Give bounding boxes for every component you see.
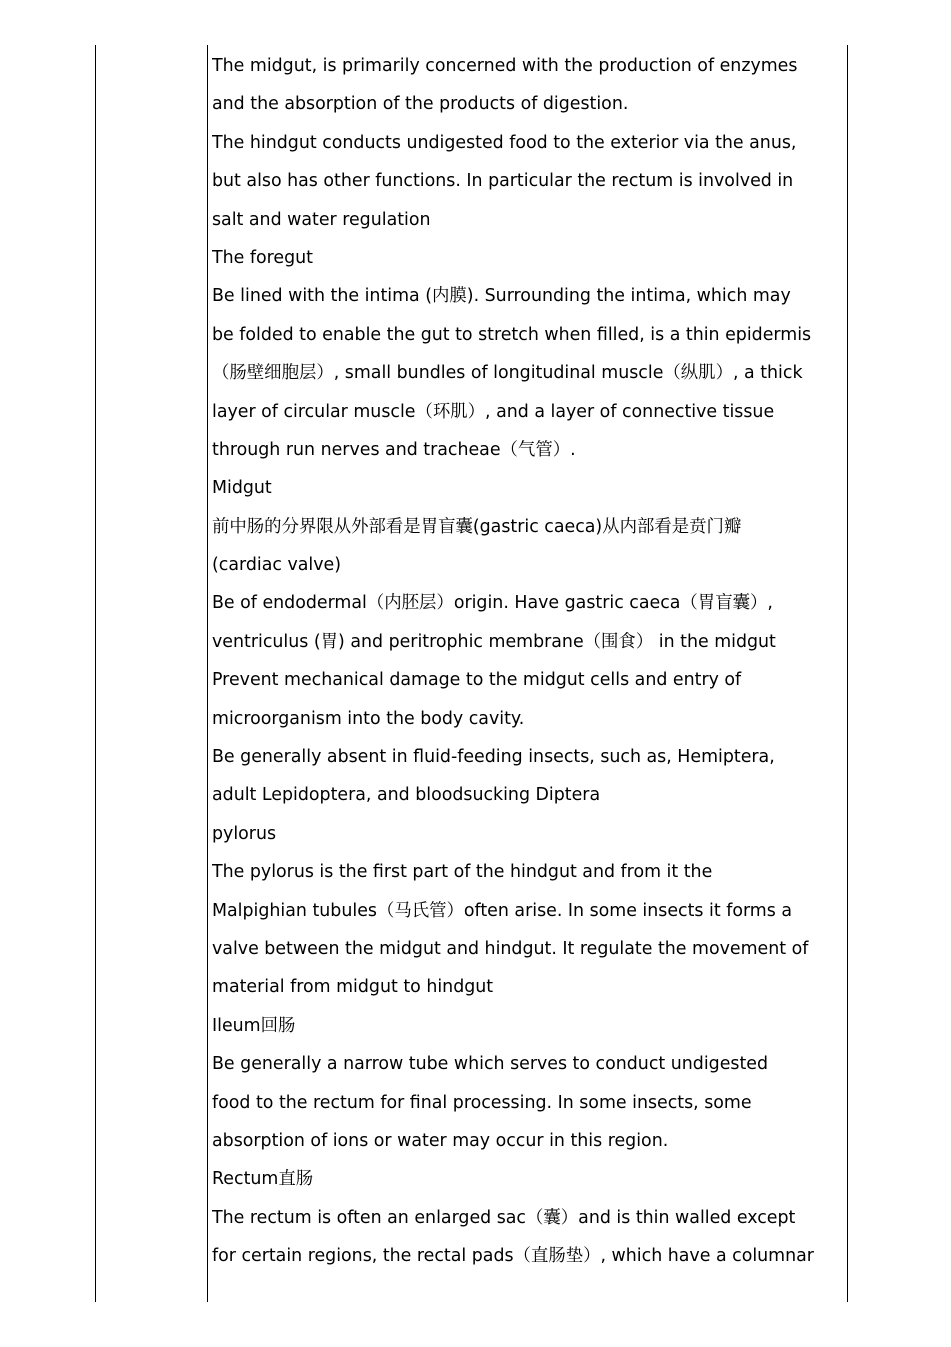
text-line: layer of circular muscle（环肌）, and a layer of connective tissue: [212, 401, 775, 422]
text-line: Prevent mechanical damage to the midgut cells and entry of: [212, 670, 742, 691]
text-line: microorganism into the body cavity.: [212, 708, 525, 729]
text-line: food to the rectum for final processing. In some insects, some: [212, 1092, 752, 1113]
text-line: for certain regions, the rectal pads（直肠垫）, which have a columnar: [212, 1246, 814, 1267]
text-line: Be lined with the intima (内膜). Surrounding the intima, which may: [212, 286, 791, 307]
text-line: absorption of ions or water may occur in this region.: [212, 1130, 669, 1151]
text-line: The hindgut conducts undigested food to the exterior via the anus,: [212, 132, 797, 153]
text-line: (cardiac valve): [212, 555, 342, 576]
document-text-cell: [212, 47, 844, 1276]
text-line: Be of endodermal（内胚层）origin. Have gastric caeca（胃盲囊）,: [212, 593, 773, 614]
text-line: Malpighian tubules（马氏管）often arise. In some insects it forms a: [212, 900, 792, 921]
text-line: ventriculus (胃) and peritrophic membrane（围食） in the midgut: [212, 631, 776, 652]
section-heading-foregut: The foregut: [212, 247, 313, 268]
text-line: and the absorption of the products of digestion.: [212, 94, 629, 115]
text-line: The rectum is often an enlarged sac（囊）and is thin walled except: [212, 1207, 796, 1228]
section-heading-rectum: Rectum直肠: [212, 1169, 314, 1190]
text-line: material from midgut to hindgut: [212, 977, 494, 998]
text-line: The pylorus is the first part of the hindgut and from it the: [212, 862, 713, 883]
text-line: through run nerves and tracheae（气管）.: [212, 439, 576, 460]
section-heading-ileum: Ileum回肠: [212, 1015, 296, 1036]
text-line: adult Lepidoptera, and bloodsucking Diptera: [212, 785, 601, 806]
text-line: The midgut, is primarily concerned with the production of enzymes: [212, 56, 798, 76]
text-line: valve between the midgut and hindgut. It regulate the movement of: [212, 938, 809, 959]
section-heading-midgut: Midgut: [212, 478, 272, 499]
table-right-border: [847, 45, 848, 1302]
text-line: Be generally absent in fluid-feeding insects, such as, Hemiptera,: [212, 747, 775, 768]
text-line: （肠壁细胞层）, small bundles of longitudinal muscle（纵肌）, a thick: [212, 363, 803, 384]
text-line: Be generally a narrow tube which serves to conduct undigested: [212, 1054, 769, 1075]
table-left-border: [95, 45, 96, 1302]
text-line: salt and water regulation: [212, 209, 431, 230]
text-line: but also has other functions. In particular the rectum is involved in: [212, 171, 794, 192]
text-line: be folded to enable the gut to stretch when filled, is a thin epidermis: [212, 324, 812, 345]
table-column-divider: [207, 45, 208, 1302]
text-line: 前中肠的分界限从外部看是胃盲囊(gastric caeca)从内部看是贲门瓣: [212, 516, 742, 537]
section-heading-pylorus: pylorus: [212, 823, 277, 844]
